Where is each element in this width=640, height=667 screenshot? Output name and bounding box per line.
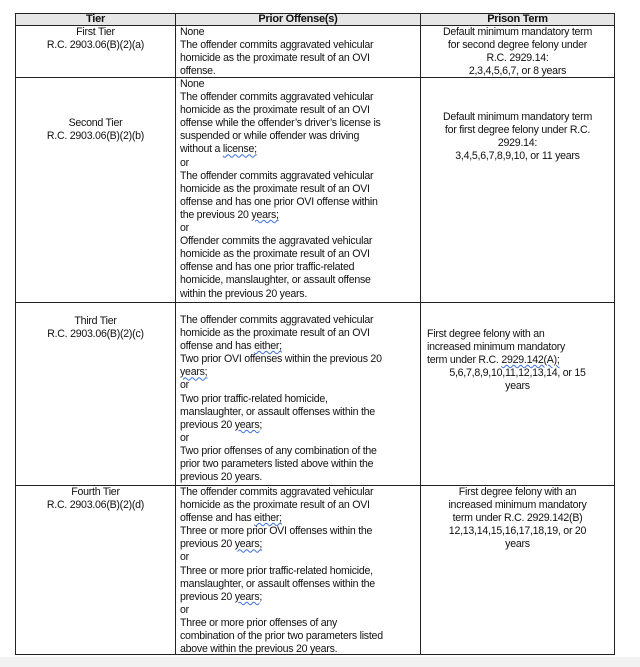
term-line [421, 111, 614, 124]
term-line [421, 486, 614, 499]
term-text: 2,3,4,5,6,7, or 8 years [468, 65, 567, 78]
offense-line [180, 91, 420, 104]
offense-text: suspended or while offender was driving [180, 130, 360, 143]
statute-reference: R.C. 2903.06(B)(2)(b) [46, 130, 145, 143]
offense-line [180, 261, 420, 274]
offense-line [180, 183, 420, 196]
offense-line [180, 499, 420, 512]
offense-underlined-text: years; [234, 590, 263, 603]
offense-line [180, 591, 420, 604]
term-text: Default minimum mandatory term [442, 26, 593, 38]
offense-text: offense and has [180, 340, 255, 353]
prison-term-cell [421, 26, 614, 77]
term-line [421, 65, 614, 78]
offense-line [180, 419, 420, 432]
term-text: years [505, 380, 530, 393]
term-text: Default minimum mandatory term [442, 111, 593, 123]
prior-offenses-cell [176, 303, 421, 485]
offense-line [180, 327, 420, 340]
offense-text: Three or more prior OVI offenses within the [180, 525, 373, 538]
header-prison-term: Prison Term [487, 13, 548, 25]
term-text: years [505, 538, 530, 551]
term-line [421, 512, 614, 525]
term-text: increased minimum mandatory [427, 341, 566, 354]
table-row [16, 78, 614, 303]
term-text: 2929.14: [497, 137, 538, 150]
table-header-row [16, 14, 614, 26]
offense-text: offense and has [180, 512, 255, 525]
tier-name: Third Tier [74, 315, 117, 327]
offense-text: Offender commits the aggravated vehicular [180, 235, 373, 248]
term-line [421, 124, 614, 137]
term-text: term under R.C. [427, 354, 502, 367]
offense-text: previous 20 years. [180, 471, 263, 484]
offense-underlined-text: license; [222, 143, 257, 156]
offense-text: manslaughter, or assault offenses within the [180, 405, 375, 418]
term-line [421, 354, 614, 367]
sentencing-tiers-table [15, 13, 615, 655]
offense-text: Two prior OVI offenses within the previous 20 [180, 353, 382, 366]
offense-line [180, 170, 420, 183]
offense-line [180, 512, 420, 525]
offense-line [180, 117, 420, 130]
term-line [421, 525, 614, 538]
term-line [421, 499, 614, 512]
offense-line [180, 52, 420, 65]
offense-text: homicide as the proximate result of an OVI [180, 499, 370, 512]
statute-reference: R.C. 2903.06(B)(2)(c) [47, 328, 144, 341]
offense-text: None [180, 78, 205, 90]
tier-cell [16, 303, 176, 485]
term-text: First degree felony with an [458, 486, 577, 498]
term-text: for first degree felony under R.C. [444, 124, 591, 137]
offense-line [180, 353, 420, 366]
offense-text: homicide, manslaughter, or assault offense [180, 274, 371, 287]
offense-text: within the previous 20 years. [180, 287, 308, 300]
offense-text: offense and has one prior OVI offense within [180, 195, 378, 208]
offense-text: without a [180, 143, 223, 156]
offense-text: The offender commits aggravated vehicular [180, 91, 374, 104]
tier-cell [16, 78, 176, 302]
table-row [16, 303, 614, 486]
offense-text: the previous 20 [180, 208, 252, 221]
offense-line [180, 130, 420, 143]
offense-text: offense while the offender’s driver’s license is [180, 117, 381, 130]
offense-text: or [180, 431, 189, 444]
term-underlined-text: 2929.142(A); [501, 354, 560, 367]
offense-text: homicide as the proximate result of an OVI [180, 327, 370, 340]
tier-cell [16, 26, 176, 77]
offense-line [180, 486, 420, 499]
header-prior-offenses: Prior Offense(s) [176, 14, 421, 25]
offense-line [180, 578, 420, 591]
offense-text: or [180, 603, 189, 616]
offense-line [180, 445, 420, 458]
offense-line [180, 157, 420, 170]
offense-line [180, 314, 420, 327]
offense-line [180, 209, 420, 222]
prison-term-cell [421, 486, 614, 654]
prior-offenses-cell [176, 486, 421, 654]
offense-line [180, 222, 420, 235]
offense-line [180, 525, 420, 538]
offense-line [180, 340, 420, 353]
offense-underlined-text: years; [180, 366, 208, 379]
offense-text: Two prior traffic-related homicide, [180, 392, 328, 405]
offense-line [180, 565, 420, 578]
statute-reference: R.C. 2903.06(B)(2)(d) [46, 499, 145, 512]
term-line [421, 150, 614, 163]
offense-text: Three or more prior traffic-related homicide, [180, 564, 373, 577]
offense-text: The offender commits aggravated vehicular [180, 39, 374, 52]
offense-text: The offender commits aggravated vehicular [180, 314, 374, 326]
offense-text: homicide as the proximate result of an OVI [180, 104, 370, 117]
offense-text: combination of the prior two parameters listed [180, 630, 383, 643]
tier-name: First Tier [76, 26, 115, 38]
prior-offenses-cell [176, 78, 421, 302]
offense-text: or [180, 222, 189, 235]
offense-text: prior two parameters listed above within the [180, 458, 374, 471]
offense-line [180, 393, 420, 406]
offense-underlined-text: either; [254, 512, 282, 525]
term-text: 5,6,7,8,9,10,11,12,13,14, or 15 [449, 367, 586, 380]
offense-line [180, 274, 420, 287]
table-row [16, 486, 614, 654]
offense-text: None [180, 26, 205, 38]
offense-text: homicide as the proximate result of an OVI [180, 182, 370, 195]
offense-underlined-text: years; [234, 538, 263, 551]
term-text: 12,13,14,15,16,17,18,19, or 20 [448, 525, 587, 538]
offense-line [180, 458, 420, 471]
offense-text: previous 20 [180, 538, 235, 551]
term-line [421, 39, 614, 52]
offense-text: above within the previous 20 years. [180, 643, 338, 656]
term-line [421, 52, 614, 65]
offense-text: manslaughter, or assault offenses within the [180, 577, 375, 590]
offense-text: previous 20 [180, 418, 235, 431]
term-line [421, 137, 614, 150]
offense-line [180, 617, 420, 630]
offense-line [180, 379, 420, 392]
term-line [421, 341, 614, 354]
offense-underlined-text: years; [251, 208, 279, 221]
offense-line [180, 235, 420, 248]
term-text: for second degree felony under [447, 39, 588, 52]
offense-text: homicide as the proximate result of an OVI [180, 52, 370, 65]
term-line [421, 380, 614, 393]
offense-text: offense. [180, 65, 216, 78]
offense-text: or [180, 156, 189, 169]
term-text: 3,4,5,6,7,8,9,10, or 11 years [455, 150, 580, 163]
offense-line [180, 538, 420, 551]
offense-line [180, 366, 420, 379]
table-row [16, 26, 614, 78]
term-text: R.C. 2929.14: [486, 52, 549, 65]
tier-name: Fourth Tier [71, 486, 120, 498]
offense-line [180, 196, 420, 209]
offense-text: or [180, 551, 189, 564]
offense-line [180, 39, 420, 52]
offense-text: offense and has one prior traffic-related [180, 261, 355, 274]
term-line [421, 538, 614, 551]
term-text: First degree felony with an [427, 328, 545, 340]
offense-text: previous 20 [180, 590, 235, 603]
prison-term-cell [421, 303, 614, 485]
offense-line [180, 551, 420, 564]
offense-line [180, 78, 420, 91]
prison-term-cell [421, 78, 614, 302]
offense-text: The offender commits aggravated vehicular [180, 486, 374, 498]
offense-line [180, 104, 420, 117]
offense-underlined-text: either; [254, 340, 282, 353]
statute-reference: R.C. 2903.06(B)(2)(a) [46, 39, 145, 52]
offense-line [180, 26, 420, 39]
tier-name: Second Tier [68, 117, 123, 129]
offense-text: homicide as the proximate result of an OVI [180, 248, 370, 261]
offense-line [180, 248, 420, 261]
term-text: increased minimum mandatory [448, 499, 587, 512]
offense-line [180, 143, 420, 156]
offense-line [180, 643, 420, 656]
tier-cell [16, 486, 176, 654]
header-tier: Tier [16, 14, 176, 25]
prior-offenses-cell [176, 26, 421, 77]
offense-text: The offender commits aggravated vehicular [180, 169, 374, 182]
term-line [421, 367, 614, 380]
term-line [421, 26, 614, 39]
offense-line [180, 432, 420, 445]
offense-line [180, 471, 420, 484]
offense-line [180, 406, 420, 419]
term-text: term under R.C. 2929.142(B) [452, 512, 583, 525]
offense-line [180, 604, 420, 617]
offense-line [180, 65, 420, 78]
offense-line [180, 288, 420, 301]
offense-underlined-text: years; [234, 418, 263, 431]
offense-text: Two prior offenses of any combination of the [180, 444, 377, 457]
offense-text: Three or more prior offenses of any [180, 616, 338, 629]
offense-line [180, 630, 420, 643]
offense-text: or [180, 379, 189, 392]
term-line [421, 328, 614, 341]
